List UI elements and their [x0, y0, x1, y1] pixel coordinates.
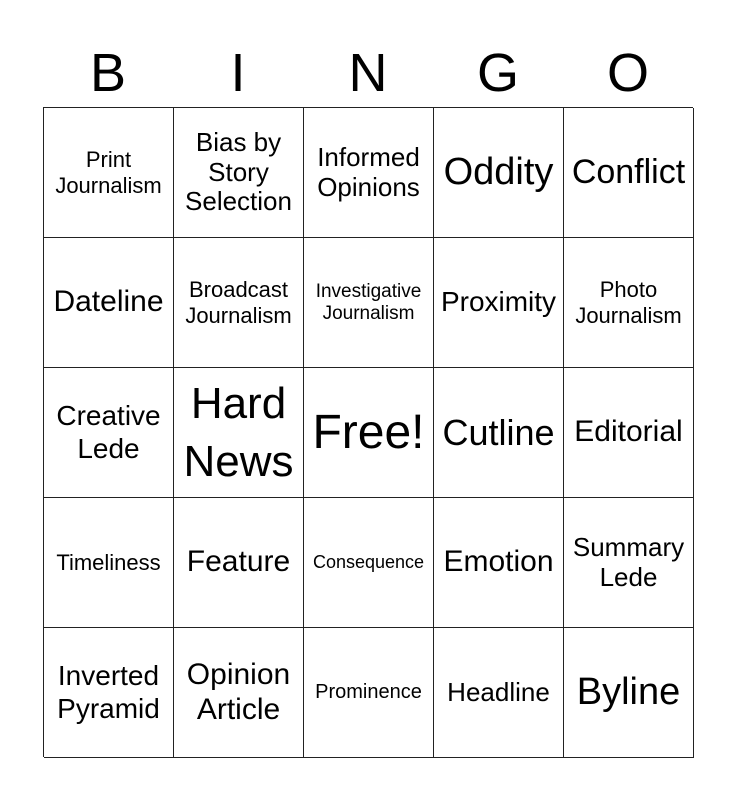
bingo-cell[interactable]: [174, 238, 304, 368]
cell-label: Dateline: [53, 285, 164, 319]
bingo-board: [43, 107, 693, 757]
bingo-cell[interactable]: [564, 498, 694, 628]
cell-label: Emotion: [443, 545, 554, 579]
cell-label: Creative Lede: [56, 400, 161, 464]
header-letter-i: I: [230, 43, 246, 103]
bingo-cell[interactable]: [44, 238, 174, 368]
cell-label: Broadcast Journalism: [185, 277, 292, 328]
cell-label: Oddity: [443, 150, 554, 193]
cell-label: Conflict: [571, 152, 686, 191]
header-letter-b: B: [89, 43, 127, 103]
cell-label: Cutline: [442, 411, 555, 453]
cell-label: Hard News: [183, 379, 294, 486]
header-letter-n: N: [348, 43, 388, 103]
cell-label: Summary Lede: [572, 531, 685, 592]
cell-label: Photo Journalism: [575, 277, 682, 328]
cell-label: Byline: [576, 670, 681, 713]
cell-label: Prominence: [315, 681, 422, 703]
cell-label: Print Journalism: [55, 147, 162, 198]
cell-label: Inverted Pyramid: [57, 660, 160, 724]
bingo-cell[interactable]: [564, 368, 694, 498]
bingo-cell[interactable]: [304, 238, 434, 368]
cell-label: Bias by Story Selection: [185, 126, 292, 217]
bingo-cell[interactable]: [564, 628, 694, 758]
bingo-cell[interactable]: [304, 498, 434, 628]
bingo-cell[interactable]: [44, 628, 174, 758]
cell-label: Informed Opinions: [317, 141, 420, 202]
cell-label: Feature: [186, 545, 291, 579]
cell-label: Free!: [312, 405, 425, 459]
bingo-cell[interactable]: [44, 498, 174, 628]
bingo-cell[interactable]: [304, 628, 434, 758]
cell-label: Opinion Article: [186, 658, 291, 726]
bingo-cell[interactable]: [564, 238, 694, 368]
cell-label: Editorial: [574, 415, 683, 449]
cell-label: Consequence: [312, 552, 425, 573]
bingo-cell[interactable]: [44, 368, 174, 498]
bingo-cell[interactable]: [434, 368, 564, 498]
bingo-cell[interactable]: [44, 108, 174, 238]
bingo-cell[interactable]: [174, 628, 304, 758]
bingo-cell[interactable]: [434, 238, 564, 368]
bingo-cell[interactable]: [304, 108, 434, 238]
header-letter-g: G: [476, 43, 519, 103]
cell-label: Proximity: [440, 286, 557, 318]
cell-label: Timeliness: [56, 549, 161, 575]
bingo-cell[interactable]: [434, 498, 564, 628]
bingo-cell[interactable]: [174, 498, 304, 628]
bingo-cell[interactable]: [174, 108, 304, 238]
bingo-cell[interactable]: [564, 108, 694, 238]
free-space[interactable]: [304, 368, 434, 498]
bingo-header: [43, 40, 693, 106]
cell-label: Investigative Journalism: [315, 280, 422, 324]
bingo-cell[interactable]: [174, 368, 304, 498]
cell-label: Headline: [447, 676, 550, 707]
header-letter-o: O: [606, 43, 649, 103]
bingo-cell[interactable]: [434, 628, 564, 758]
bingo-cell[interactable]: [434, 108, 564, 238]
